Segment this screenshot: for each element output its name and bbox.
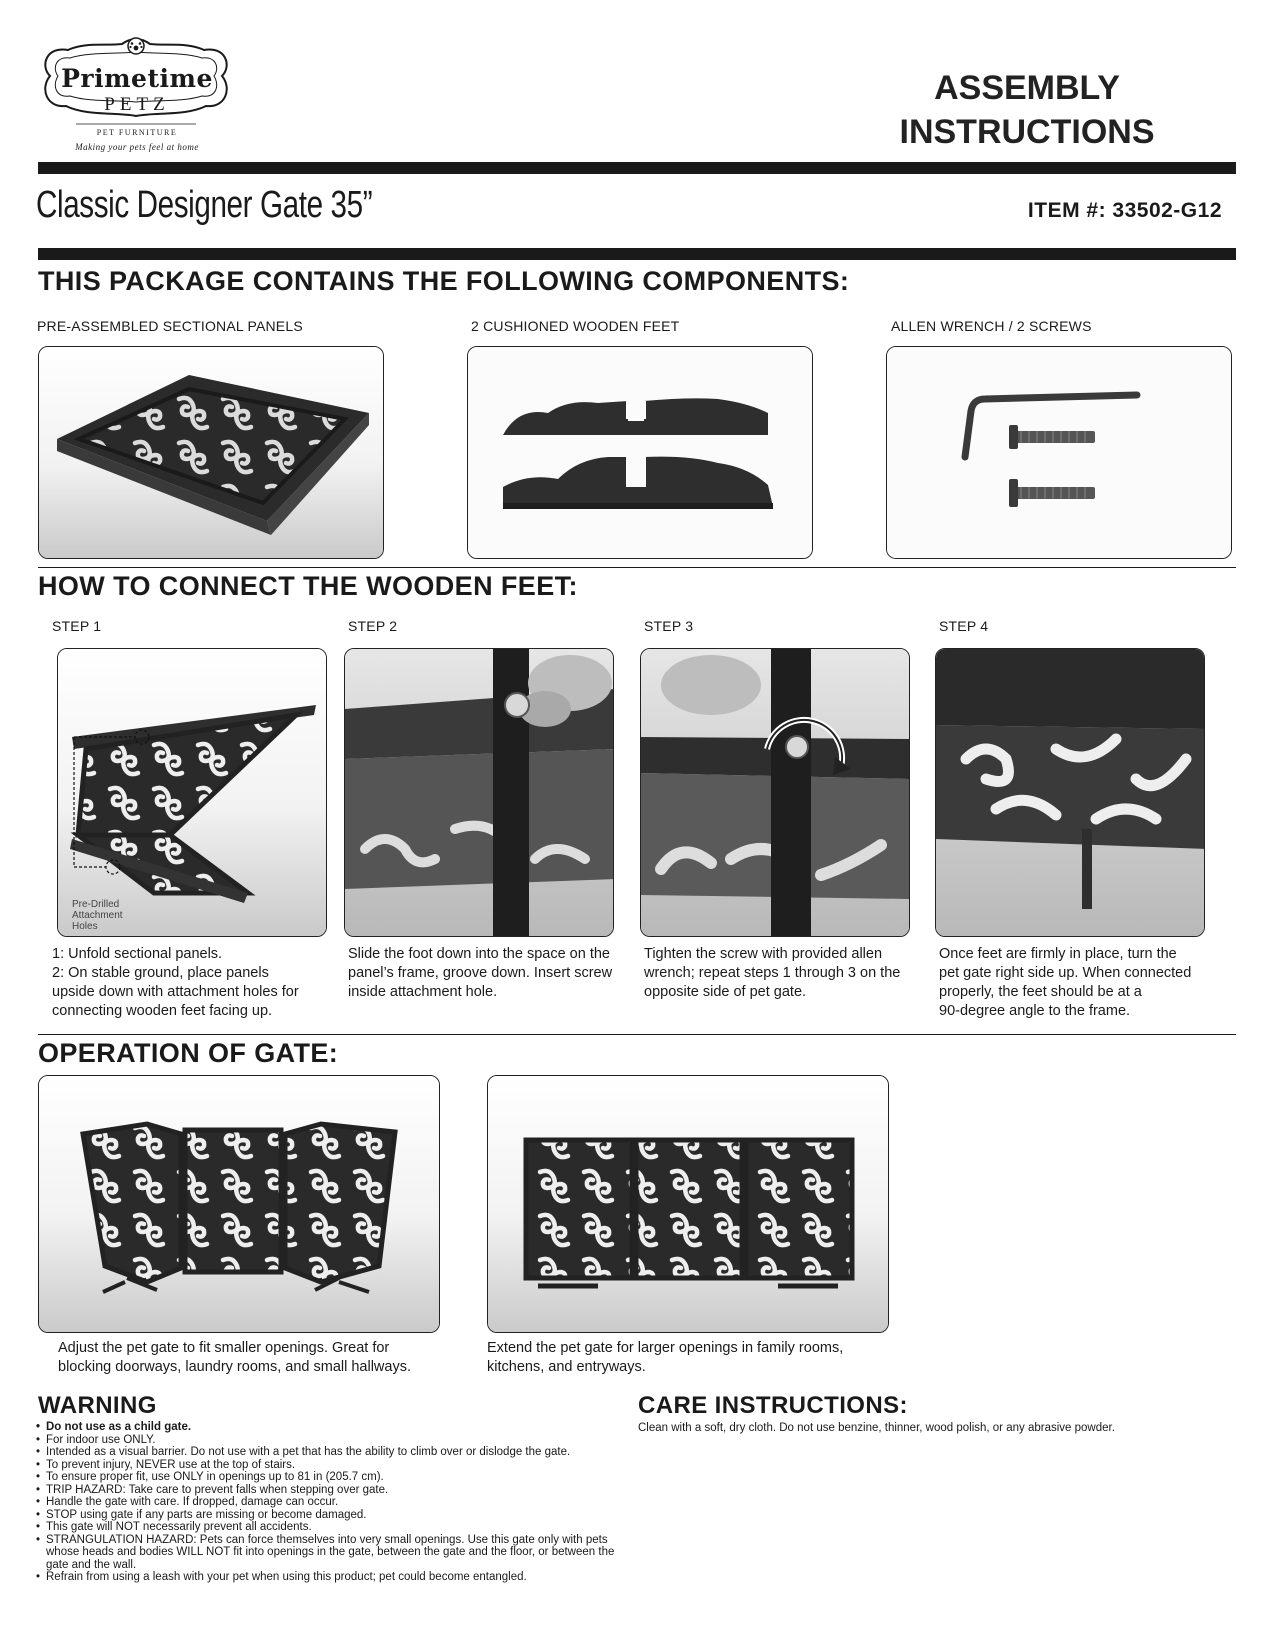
component-label-feet: 2 CUSHIONED WOODEN FEET <box>471 318 680 334</box>
component-label-panels: PRE-ASSEMBLED SECTIONAL PANELS <box>37 318 303 334</box>
wrench-and-screws-icon <box>887 347 1232 559</box>
operation-heading: OPERATION OF GATE: <box>38 1038 339 1068</box>
title-line-1: ASSEMBLY <box>934 69 1120 107</box>
warning-list <box>36 1421 636 1584</box>
note-line-1: Pre-Drilled <box>72 899 120 910</box>
step-2-line-3: inside attachment hole. <box>348 984 498 1000</box>
extended-caption-line-2: kitchens, and entryways. <box>487 1359 646 1375</box>
tighten-screw-icon <box>641 649 910 937</box>
feet-heading: HOW TO CONNECT THE WOODEN FEET: <box>38 571 578 601</box>
step-3-label: STEP 3 <box>644 618 694 634</box>
step-1-line-2: 2: On stable ground, place panels <box>52 965 269 981</box>
warning-item: • Intended as a visual barrier. Do not use with a pet that has the ability to climb over or dislodge the gate. <box>36 1446 636 1459</box>
product-bar <box>38 248 1236 260</box>
step-3-image <box>640 648 910 937</box>
pre-drilled-note <box>72 899 123 932</box>
warning-item: • Do not use as a child gate. <box>36 1421 636 1434</box>
logo-small: PET FURNITURE <box>96 128 178 137</box>
step-2-image <box>344 648 614 937</box>
step-1-line-1: 1: Unfold sectional panels. <box>52 946 223 962</box>
step-1-line-3: upside down with attachment holes for <box>52 984 299 1000</box>
warning-item: • Refrain from using a leash with your pet when using this product; pet could become entangled. <box>36 1571 636 1584</box>
care-heading: CARE INSTRUCTIONS: <box>638 1392 908 1419</box>
item-number: ITEM #: 33502-G12 <box>1027 199 1222 222</box>
step-4-label: STEP 4 <box>939 618 989 634</box>
warning-item: • Handle the gate with care. If dropped, damage can occur. <box>36 1496 636 1509</box>
extended-caption-line-1: Extend the pet gate for larger openings in family rooms, <box>487 1340 844 1356</box>
header-bar <box>38 162 1236 174</box>
logo-tagline: Making your pets feel at home <box>75 142 199 152</box>
warning-item: • TRIP HAZARD: Take care to prevent falls when stepping over gate. <box>36 1484 636 1497</box>
step-1-label: STEP 1 <box>52 618 102 634</box>
section-divider <box>38 1034 1236 1035</box>
gate-extended-caption <box>487 1339 887 1377</box>
warning-item: • To ensure proper fit, use ONLY in openings up to 81 in (205.7 cm). <box>36 1471 636 1484</box>
gate-extended-image <box>487 1075 889 1333</box>
step-4-line-3: properly, the feet should be at a <box>939 984 1142 1000</box>
panels-image <box>38 346 384 559</box>
step-3-caption <box>644 945 924 1002</box>
step-4-image <box>935 648 1205 937</box>
step-2-caption <box>348 945 628 1002</box>
document-title <box>897 66 1157 154</box>
step-1-line-4: connecting wooden feet facing up. <box>52 1003 273 1019</box>
component-label-wrench: ALLEN WRENCH / 2 SCREWS <box>891 318 1092 334</box>
step-2-line-2: panel’s frame, groove down. Insert screw <box>348 965 613 981</box>
step-4-line-4: 90-degree angle to the frame. <box>939 1003 1131 1019</box>
product-name: Classic Designer Gate 35” <box>36 184 373 226</box>
warning-item: • STOP using gate if any parts are missing or become damaged. <box>36 1509 636 1522</box>
warning-heading: WARNING <box>38 1392 157 1419</box>
gate-extended-icon <box>488 1076 889 1333</box>
feet-image <box>467 346 813 559</box>
logo-name: Primetime <box>61 64 213 93</box>
gate-angled-caption <box>58 1339 458 1377</box>
warning-item: • To prevent injury, NEVER use at the top of stairs. <box>36 1459 636 1472</box>
gate-angled-image <box>38 1075 440 1333</box>
step-3-line-3: opposite side of pet gate. <box>644 984 807 1000</box>
note-line-2: Attachment <box>72 910 123 921</box>
warning-item: • STRANGULATION HAZARD: Pets can force themselves into very small openings. Use this gate only with pets whose heads and bodies WILL NOT fit into openings in the gate, between the gate and the floor, or between the gate and the wall. <box>36 1534 636 1572</box>
warning-item: • This gate will NOT necessarily prevent all accidents. <box>36 1521 636 1534</box>
step-4-line-2: pet gate right side up. When connected <box>939 965 1192 981</box>
insert-screw-icon <box>345 649 614 937</box>
step-4-line-1: Once feet are firmly in place, turn the <box>939 946 1177 962</box>
angled-caption-line-1: Adjust the pet gate to fit smaller openings. Great for <box>58 1340 390 1356</box>
attached-foot-icon <box>936 649 1205 937</box>
components-heading: THIS PACKAGE CONTAINS THE FOLLOWING COMPONENTS: <box>38 266 850 296</box>
step-1-caption <box>52 945 322 1021</box>
unfolded-panels-icon <box>58 649 327 937</box>
title-line-2: INSTRUCTIONS <box>899 113 1155 151</box>
logo-sub: PETZ <box>104 94 170 115</box>
brand-logo <box>36 36 236 156</box>
note-line-3: Holes <box>72 921 98 932</box>
wooden-feet-icon <box>468 347 813 559</box>
care-text: Clean with a soft, dry cloth. Do not use benzine, thinner, wood polish, or any abrasive powder. <box>638 1422 1115 1434</box>
step-3-line-1: Tighten the screw with provided allen <box>644 946 883 962</box>
step-2-line-1: Slide the foot down into the space on the <box>348 946 610 962</box>
folded-panels-icon <box>39 347 384 559</box>
warning-item: • For indoor use ONLY. <box>36 1434 636 1447</box>
step-3-line-2: wrench; repeat steps 1 through 3 on the <box>644 965 901 981</box>
step-1-image <box>57 648 327 937</box>
angled-caption-line-2: blocking doorways, laundry rooms, and small hallways. <box>58 1359 411 1375</box>
step-2-label: STEP 2 <box>348 618 398 634</box>
wrench-image <box>886 346 1232 559</box>
section-divider <box>38 567 1236 568</box>
step-4-caption <box>939 945 1219 1021</box>
gate-angled-icon <box>39 1076 440 1333</box>
